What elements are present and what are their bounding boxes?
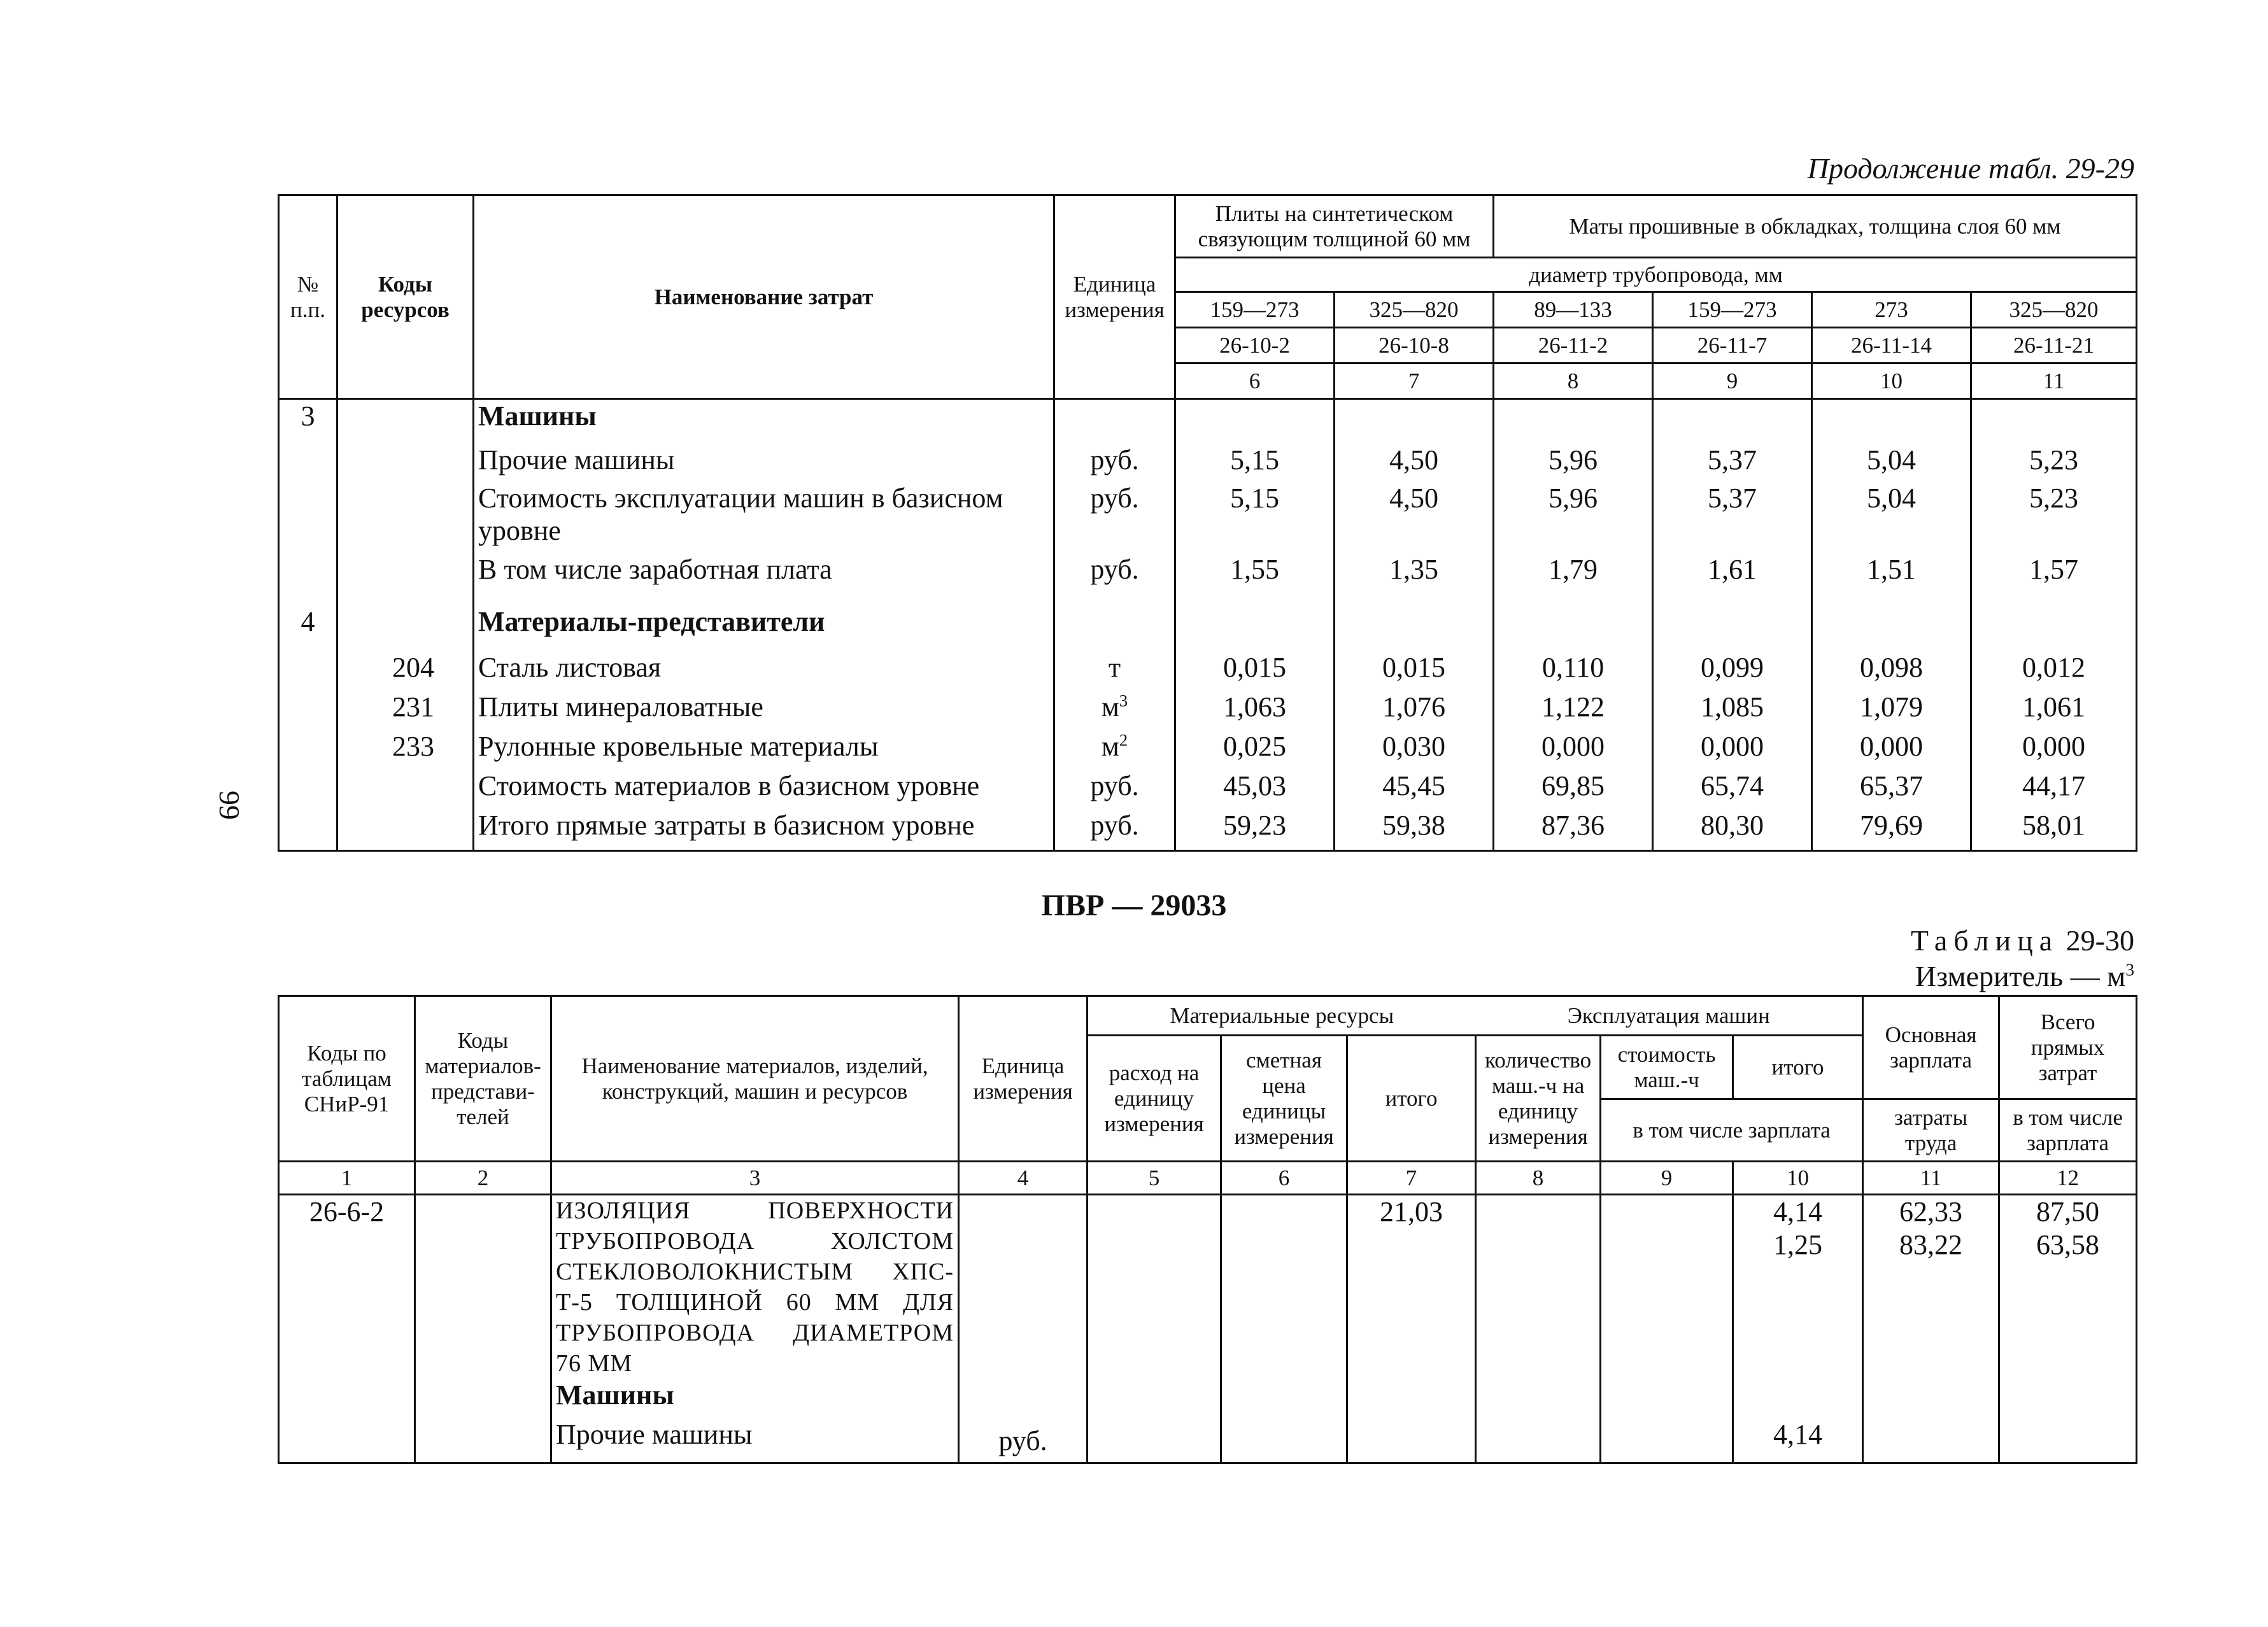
header-base-wage: Основная зарплата <box>1863 996 1999 1099</box>
row-name: В том числе заработная плата <box>474 553 1054 605</box>
row-value: 5,04 <box>1812 444 1971 482</box>
header-col-number: 2 <box>415 1162 551 1195</box>
value-top: 62,33 <box>1899 1196 1963 1227</box>
empty-cell <box>959 1379 1088 1418</box>
row-code <box>337 553 474 605</box>
unit-superscript: 3 <box>1119 690 1128 710</box>
row-value: 87,36 <box>1494 809 1653 851</box>
row-machine-total <box>1733 1195 1863 1379</box>
row-num <box>279 730 337 770</box>
row-value: 65,37 <box>1812 770 1971 809</box>
row-value: 1,35 <box>1335 553 1494 605</box>
empty-cell <box>1601 1379 1733 1418</box>
row-labor <box>1863 1195 1999 1379</box>
row-value <box>1175 399 1335 444</box>
value-top: 4,14 <box>1773 1196 1823 1227</box>
header-material-codes: Коды материалов-представи-телей <box>415 996 551 1162</box>
row-unit <box>1054 730 1175 770</box>
header-col-number: 7 <box>1335 363 1494 399</box>
section-machines: Машины <box>551 1379 959 1418</box>
empty-cell <box>1347 1418 1476 1463</box>
row-value: 1,063 <box>1175 691 1335 730</box>
unit-superscript: 2 <box>1119 729 1128 749</box>
row-value: 1,55 <box>1175 553 1335 605</box>
header-material-total: итого <box>1347 1036 1476 1162</box>
row-name: Прочие машины <box>551 1418 959 1463</box>
header-diameter: диаметр трубопровода, мм <box>1175 258 2137 292</box>
header-col-number: 12 <box>1999 1162 2137 1195</box>
row-value <box>1494 605 1653 651</box>
unit-text: м <box>1101 730 1119 762</box>
header-col-number: 11 <box>1971 363 2137 399</box>
row-value: 65,74 <box>1653 770 1812 809</box>
header-col-number: 7 <box>1347 1162 1476 1195</box>
row-value: 44,17 <box>1971 770 2137 809</box>
header-code: 26-11-14 <box>1812 328 1971 363</box>
row-code: 233 <box>337 730 474 770</box>
row-value: 80,30 <box>1653 809 1812 851</box>
header-col-number: 6 <box>1221 1162 1347 1195</box>
row-num <box>279 553 337 605</box>
empty-cell <box>415 1379 551 1418</box>
row-value: 0,000 <box>1971 730 2137 770</box>
header-col-number: 4 <box>959 1162 1088 1195</box>
row-value: 0,030 <box>1335 730 1494 770</box>
row-unit <box>1054 691 1175 730</box>
row-value: 59,23 <box>1175 809 1335 851</box>
row-code <box>337 809 474 851</box>
header-col-number: 3 <box>551 1162 959 1195</box>
header-machine-hours: количество маш.-ч на единицу измерения <box>1476 1036 1601 1162</box>
row-value: 1,51 <box>1812 553 1971 605</box>
table-29-30 <box>278 995 2137 1464</box>
header-col-number: 11 <box>1863 1162 1999 1195</box>
row-unit-price <box>1221 1195 1347 1379</box>
row-num <box>279 770 337 809</box>
row-value: 5,37 <box>1653 482 1812 553</box>
table-row <box>279 482 2137 553</box>
empty-cell <box>1347 1379 1476 1418</box>
value-bottom: 63,58 <box>2036 1229 2100 1260</box>
row-code <box>337 605 474 651</box>
row-name: Рулонные кровельные материалы <box>474 730 1054 770</box>
header-name: Наименование материалов, изделий, конструкций, машин и ресурсов <box>551 996 959 1162</box>
row-value: 59,38 <box>1335 809 1494 851</box>
measure-label: Измеритель — м <box>1915 960 2126 992</box>
row-value <box>1653 399 1812 444</box>
section-materials: Материалы-представители <box>474 605 1054 651</box>
empty-cell <box>1221 1418 1347 1463</box>
empty-cell <box>1733 1379 1863 1418</box>
row-unit: руб. <box>1054 553 1175 605</box>
header-unit: Единица измерения <box>959 996 1088 1162</box>
header-unit: Единица измерения <box>1054 195 1175 399</box>
row-value <box>1812 605 1971 651</box>
empty-cell <box>279 1379 415 1418</box>
row-name: Сталь листовая <box>474 651 1054 691</box>
header-code: 26-11-2 <box>1494 328 1653 363</box>
row-material-code <box>415 1195 551 1379</box>
header-range: 273 <box>1812 292 1971 328</box>
row-value: 45,03 <box>1175 770 1335 809</box>
row-num <box>279 482 337 553</box>
header-col-number: 8 <box>1494 363 1653 399</box>
table-row <box>279 1379 2137 1418</box>
table-caption <box>1911 923 2134 994</box>
table-row <box>279 770 2137 809</box>
header-unit-price: сметная цена единицы измерения <box>1221 1036 1347 1162</box>
row-value: 0,000 <box>1494 730 1653 770</box>
row-value: 5,15 <box>1175 444 1335 482</box>
row-name: ИЗОЛЯЦИЯ ПОВЕРХНОСТИ ТРУБОПРОВОДА ХОЛСТОМ СТЕКЛОВОЛОКНИСТЫМ ХПС-Т-5 ТОЛЩИНОЙ 60 ММ ДЛЯ ТРУБОПРОВОДА ДИАМЕТРОМ 76 ММ <box>551 1195 959 1379</box>
row-value <box>1494 399 1653 444</box>
row-machine-total: 4,14 <box>1733 1418 1863 1463</box>
row-name: Итого прямые затраты в базисном уровне <box>474 809 1054 851</box>
row-value: 1,079 <box>1812 691 1971 730</box>
empty-cell <box>1476 1418 1601 1463</box>
header-code: 26-11-7 <box>1653 328 1812 363</box>
header-codes: Коды ресурсов <box>337 195 474 399</box>
row-num <box>279 651 337 691</box>
header-code: 26-10-2 <box>1175 328 1335 363</box>
empty-cell <box>1999 1379 2137 1418</box>
header-range: 89—133 <box>1494 292 1653 328</box>
table-caption-label: Таблица <box>1910 924 2059 957</box>
row-value: 5,23 <box>1971 482 2137 553</box>
value-top: 87,50 <box>2036 1196 2100 1227</box>
empty-cell <box>1476 1379 1601 1418</box>
table-row <box>279 553 2137 605</box>
row-value: 5,15 <box>1175 482 1335 553</box>
row-machine-hours <box>1476 1195 1601 1379</box>
row-value <box>1971 605 2137 651</box>
row-value: 1,61 <box>1653 553 1812 605</box>
row-machine-hour-cost <box>1601 1195 1733 1379</box>
row-num <box>279 691 337 730</box>
empty-cell <box>279 1418 415 1463</box>
table-row <box>279 651 2137 691</box>
row-unit: руб. <box>959 1418 1088 1463</box>
row-name: Стоимость материалов в базисном уровне <box>474 770 1054 809</box>
header-consumption: расход на единицу измерения <box>1088 1036 1221 1162</box>
empty-cell <box>1221 1379 1347 1418</box>
header-col-number: 9 <box>1601 1162 1733 1195</box>
header-labor-costs: затраты труда <box>1863 1099 1999 1162</box>
row-unit: руб. <box>1054 444 1175 482</box>
row-value: 4,50 <box>1335 444 1494 482</box>
empty-cell <box>1863 1418 1999 1463</box>
measure-superscript: 3 <box>2125 959 2134 980</box>
row-value <box>1971 399 2137 444</box>
empty-cell <box>1088 1418 1221 1463</box>
table-row <box>279 399 2137 444</box>
row-value: 1,79 <box>1494 553 1653 605</box>
row-snir-code: 26-6-2 <box>279 1195 415 1379</box>
row-code: 204 <box>337 651 474 691</box>
row-value <box>1335 605 1494 651</box>
header-col-number: 8 <box>1476 1162 1601 1195</box>
row-name: Стоимость эксплуатации машин в базисном уровне <box>474 482 1054 553</box>
row-unit: руб. <box>1054 809 1175 851</box>
table-row <box>279 1418 2137 1463</box>
header-num: № п.п. <box>279 195 337 399</box>
header-material-resources: Материальные ресурсы <box>1088 996 1476 1036</box>
table-row <box>279 730 2137 770</box>
row-value: 5,04 <box>1812 482 1971 553</box>
header-range: 159—273 <box>1175 292 1335 328</box>
header-range: 325—820 <box>1335 292 1494 328</box>
header-total-direct: Всего прямых затрат <box>1999 996 2137 1099</box>
row-value: 0,012 <box>1971 651 2137 691</box>
row-unit <box>959 1195 1088 1379</box>
row-unit: т <box>1054 651 1175 691</box>
row-value: 58,01 <box>1971 809 2137 851</box>
header-col-number: 6 <box>1175 363 1335 399</box>
row-unit: руб. <box>1054 482 1175 553</box>
table-row <box>279 809 2137 851</box>
row-material-total: 21,03 <box>1347 1195 1476 1379</box>
row-value <box>1653 605 1812 651</box>
row-value: 4,50 <box>1335 482 1494 553</box>
row-value: 0,000 <box>1812 730 1971 770</box>
header-col-number: 10 <box>1733 1162 1863 1195</box>
row-unit <box>1054 399 1175 444</box>
section-title: ПВР — 29033 <box>1041 889 1227 922</box>
continuation-caption: Продолжение табл. 29-29 <box>1807 152 2134 185</box>
row-value: 0,015 <box>1175 651 1335 691</box>
header-range: 325—820 <box>1971 292 2137 328</box>
row-value: 5,23 <box>1971 444 2137 482</box>
value-bottom: 83,22 <box>1899 1229 1963 1260</box>
row-total <box>1999 1195 2137 1379</box>
row-value: 1,076 <box>1335 691 1494 730</box>
table-caption-number: 29-30 <box>2066 924 2134 957</box>
empty-cell <box>1863 1379 1999 1418</box>
section-machines: Машины <box>474 399 1054 444</box>
empty-cell <box>415 1418 551 1463</box>
header-name: Наименование затрат <box>474 195 1054 399</box>
header-incl-wage: в том числе зарплата <box>1601 1099 1863 1162</box>
row-value <box>1175 605 1335 651</box>
row-name: Плиты минераловатные <box>474 691 1054 730</box>
empty-cell <box>1088 1379 1221 1418</box>
row-value: 1,085 <box>1653 691 1812 730</box>
row-code <box>337 770 474 809</box>
row-value <box>1335 399 1494 444</box>
row-value: 79,69 <box>1812 809 1971 851</box>
row-num <box>279 809 337 851</box>
row-value: 5,37 <box>1653 444 1812 482</box>
table-row <box>279 605 2137 651</box>
empty-cell <box>1999 1418 2137 1463</box>
row-value: 5,96 <box>1494 482 1653 553</box>
row-value: 1,122 <box>1494 691 1653 730</box>
row-value <box>1812 399 1971 444</box>
table-29-29-continuation <box>278 194 2137 852</box>
row-value: 0,015 <box>1335 651 1494 691</box>
table-row <box>279 444 2137 482</box>
row-unit: руб. <box>1054 770 1175 809</box>
empty-cell <box>1601 1418 1733 1463</box>
table-row <box>279 1195 2137 1379</box>
header-code: 26-10-8 <box>1335 328 1494 363</box>
header-snir-codes: Коды по таблицам СНиР-91 <box>279 996 415 1162</box>
row-code <box>337 482 474 553</box>
row-value: 5,96 <box>1494 444 1653 482</box>
value-bottom: 1,25 <box>1773 1229 1823 1260</box>
header-incl-wage-total: в том числе зарплата <box>1999 1099 2137 1162</box>
row-consumption <box>1088 1195 1221 1379</box>
row-num <box>279 444 337 482</box>
header-group-mats: Маты прошивные в обкладках, толщина слоя 60 мм <box>1494 195 2137 258</box>
row-value: 0,110 <box>1494 651 1653 691</box>
header-machine-hour-cost: стоимость маш.-ч <box>1601 1036 1733 1099</box>
page-number: 99 <box>213 791 246 820</box>
header-col-number: 9 <box>1653 363 1812 399</box>
header-range: 159—273 <box>1653 292 1812 328</box>
row-value: 1,57 <box>1971 553 2137 605</box>
row-value: 69,85 <box>1494 770 1653 809</box>
row-unit <box>1054 605 1175 651</box>
row-value: 0,098 <box>1812 651 1971 691</box>
header-col-number: 1 <box>279 1162 415 1195</box>
row-value: 0,000 <box>1653 730 1812 770</box>
header-col-number: 10 <box>1812 363 1971 399</box>
table-row <box>279 691 2137 730</box>
row-name: Прочие машины <box>474 444 1054 482</box>
header-machine-total: итого <box>1733 1036 1863 1099</box>
row-code: 231 <box>337 691 474 730</box>
row-code <box>337 444 474 482</box>
row-value: 45,45 <box>1335 770 1494 809</box>
header-group-plates: Плиты на синтетическом связующим толщиной 60 мм <box>1175 195 1494 258</box>
row-code <box>337 399 474 444</box>
row-value: 0,099 <box>1653 651 1812 691</box>
row-value: 0,025 <box>1175 730 1335 770</box>
unit-text: м <box>1101 691 1119 722</box>
row-value: 1,061 <box>1971 691 2137 730</box>
row-num: 3 <box>279 399 337 444</box>
row-num: 4 <box>279 605 337 651</box>
header-code: 26-11-21 <box>1971 328 2137 363</box>
header-col-number: 5 <box>1088 1162 1221 1195</box>
header-machine-operation: Эксплуатация машин <box>1476 996 1863 1036</box>
